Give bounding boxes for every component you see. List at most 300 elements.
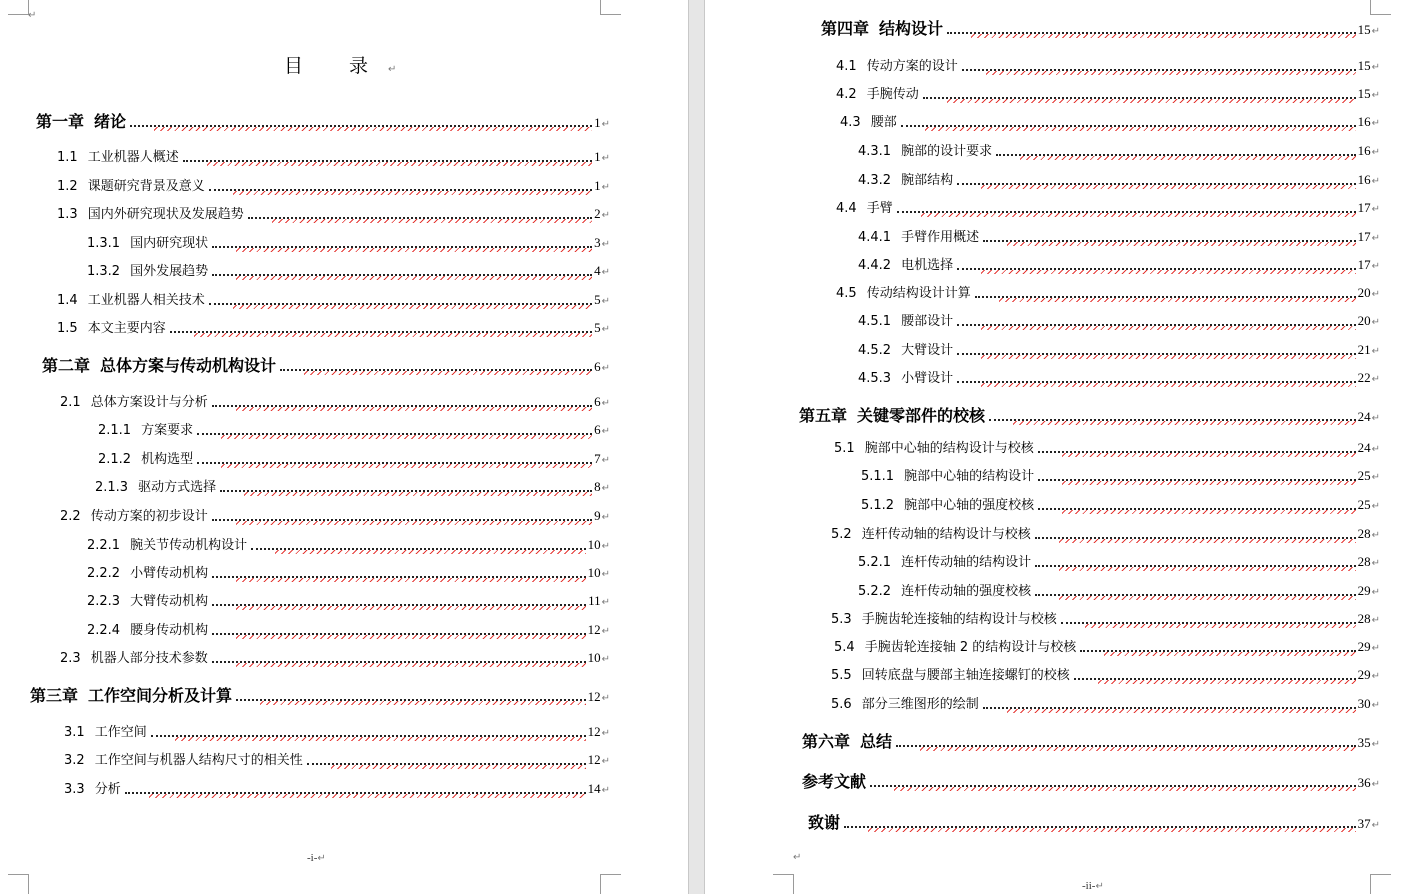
toc-page-number: 1 — [594, 178, 601, 193]
toc-entry-title: 连杆传动轴的结构设计 — [901, 555, 1032, 570]
toc-entry-number: 第四章 — [821, 19, 870, 38]
toc-dot-leader — [957, 343, 1356, 355]
paragraph-mark-icon: ↵ — [1371, 671, 1380, 682]
toc-entry-number: 2.2.3 — [87, 594, 121, 609]
toc-dot-leader — [983, 230, 1356, 242]
toc-entry[interactable] — [57, 318, 610, 338]
toc-entry[interactable] — [831, 665, 1380, 685]
paragraph-mark-icon: ↵ — [601, 426, 610, 437]
toc-entry-number: 3.2 — [64, 753, 85, 768]
toc-page-number: 10 — [587, 537, 601, 552]
toc-page-number: 6 — [594, 394, 601, 409]
toc-entry[interactable] — [87, 233, 610, 253]
toc-page-number: 10 — [587, 565, 601, 580]
toc-dot-leader — [1035, 584, 1356, 596]
toc-entry-title: 腕关节传动机构设计 — [130, 538, 248, 553]
toc-dot-leader — [197, 452, 592, 464]
toc-page-number: 8 — [594, 479, 601, 494]
toc-entry-title: 致谢 — [808, 813, 841, 832]
toc-page-number: 6 — [594, 359, 601, 374]
toc-page-number: 30 — [1357, 696, 1371, 711]
toc-page-number: 7 — [594, 451, 601, 466]
toc-entry-number: 4.1 — [836, 59, 857, 74]
paragraph-mark-icon: ↵ — [601, 182, 610, 193]
page-corner-mark — [8, 0, 29, 15]
toc-entry-number: 5.3 — [831, 612, 852, 627]
paragraph-mark-icon: ↵ — [1371, 289, 1380, 300]
toc-entry-number: 4.4.1 — [858, 230, 892, 245]
toc-entry[interactable] — [57, 290, 610, 310]
toc-entry-number: 1.5 — [57, 321, 78, 336]
toc-entry-title: 手腕齿轮连接轴的结构设计与校核 — [861, 612, 1057, 627]
toc-entry-title: 分析 — [94, 782, 121, 797]
toc-entry-title: 手臂作用概述 — [901, 230, 980, 245]
paragraph-mark-icon: ↵ — [1371, 90, 1380, 101]
paragraph-mark-icon: ↵ — [1371, 204, 1380, 215]
toc-dot-leader — [170, 321, 592, 333]
toc-entry[interactable] — [802, 730, 1380, 754]
toc-entry-number: 5.1 — [834, 441, 855, 456]
page-gap — [688, 0, 705, 894]
toc-dot-leader — [209, 179, 592, 191]
toc-entry[interactable] — [858, 552, 1380, 572]
toc-dot-leader — [1038, 469, 1356, 481]
toc-entry-title: 工业机器人相关技术 — [87, 293, 205, 308]
toc-page-number: 12 — [587, 689, 601, 704]
toc-page-number: 5 — [594, 292, 601, 307]
toc-dot-leader — [1061, 612, 1356, 624]
page-number-footer — [307, 852, 326, 864]
toc-page-number: 1 — [594, 115, 601, 130]
toc-entry-title: 大臂设计 — [901, 343, 954, 358]
toc-entry[interactable] — [858, 255, 1380, 275]
toc-entry-number: 2.2.2 — [87, 566, 121, 581]
toc-dot-leader — [870, 775, 1356, 787]
toc-entry-number: 2.1.2 — [98, 452, 132, 467]
paragraph-mark-icon: ↵ — [601, 483, 610, 494]
toc-entry-title: 总体方案与传动机构设计 — [100, 356, 277, 375]
paragraph-mark-icon: ↵ — [1371, 118, 1380, 129]
toc-entry[interactable] — [861, 495, 1380, 515]
toc-entry-number: 5.2 — [831, 527, 852, 542]
toc-entry-title: 小臂传动机构 — [130, 566, 209, 581]
toc-entry-number: 4.4.2 — [858, 258, 892, 273]
paragraph-mark-icon: ↵ — [1371, 587, 1380, 598]
toc-entry-number: 2.1.1 — [98, 423, 132, 438]
toc-entry[interactable] — [87, 563, 610, 583]
paragraph-mark-icon: ↵ — [601, 569, 610, 580]
paragraph-mark-icon: ↵ — [1371, 779, 1380, 790]
toc-entry-number: 5.1.1 — [861, 469, 895, 484]
toc-dot-leader — [130, 115, 592, 127]
paragraph-mark-icon: ↵ — [601, 654, 610, 665]
paragraph-mark-icon: ↵ — [793, 852, 802, 863]
toc-entry[interactable] — [821, 17, 1380, 41]
toc-entry[interactable] — [836, 84, 1380, 104]
toc-page-number: 10 — [587, 650, 601, 665]
paragraph-mark-icon: ↵ — [601, 756, 610, 767]
toc-dot-leader — [125, 782, 586, 794]
toc-entry-number: 1.3 — [57, 207, 78, 222]
paragraph-mark-icon: ↵ — [601, 597, 610, 608]
toc-entry[interactable] — [858, 340, 1380, 360]
toc-entry[interactable] — [95, 477, 610, 497]
toc-dot-leader — [957, 258, 1356, 270]
toc-entry-title: 电机选择 — [901, 258, 954, 273]
toc-dot-leader — [901, 115, 1356, 127]
toc-entry-title: 工作空间 — [94, 725, 147, 740]
toc-page-number: 24 — [1357, 440, 1371, 455]
toc-entry-number: 4.5.1 — [858, 314, 892, 329]
toc-entry-title: 工业机器人概述 — [87, 150, 179, 165]
toc-page-number: 5 — [594, 320, 601, 335]
toc-page-number: 17 — [1357, 257, 1371, 272]
paragraph-mark-icon: ↵ — [1371, 444, 1380, 455]
paragraph-mark-icon: ↵ — [1371, 530, 1380, 541]
paragraph-mark-icon: ↵ — [601, 398, 610, 409]
toc-entry-title: 课题研究背景及意义 — [87, 179, 205, 194]
toc-entry-number: 1.3.2 — [87, 264, 121, 279]
toc-dot-leader — [197, 423, 592, 435]
paragraph-mark-icon: ↵ — [601, 267, 610, 278]
toc-page-number: 2 — [594, 206, 601, 221]
toc-entry[interactable] — [836, 198, 1380, 218]
paragraph-mark-icon: ↵ — [1371, 26, 1380, 37]
toc-entry[interactable] — [42, 354, 610, 378]
paragraph-mark-icon: ↵ — [601, 728, 610, 739]
toc-dot-leader — [212, 509, 592, 521]
toc-entry-number: 5.2.2 — [858, 584, 892, 599]
toc-dot-leader — [212, 395, 592, 407]
paragraph-mark-icon: ↵ — [1371, 501, 1380, 512]
toc-page-number: 16 — [1357, 143, 1371, 158]
toc-entry-number: 2.3 — [60, 651, 81, 666]
toc-entry-number: 4.5.2 — [858, 343, 892, 358]
toc-page-number: 21 — [1357, 342, 1371, 357]
document-page-1[interactable] — [0, 0, 688, 894]
toc-page-number: 24 — [1357, 409, 1371, 424]
toc-entry[interactable] — [858, 141, 1380, 161]
toc-entry-title: 结构设计 — [879, 19, 944, 38]
toc-dot-leader — [307, 753, 586, 765]
page-number: -ii- — [1082, 880, 1096, 892]
paragraph-mark-icon: ↵ — [1371, 147, 1380, 158]
paragraph-mark-icon: ↵ — [1371, 413, 1380, 424]
toc-entry-number: 2.2.1 — [87, 538, 121, 553]
toc-entry-title: 国外发展趋势 — [130, 264, 209, 279]
toc-page-number: 12 — [587, 752, 601, 767]
toc-dot-leader — [212, 651, 586, 663]
toc-entry[interactable] — [98, 420, 610, 440]
toc-dot-leader — [151, 725, 586, 737]
toc-page-number: 3 — [594, 235, 601, 250]
toc-entry-title: 参考文献 — [802, 772, 867, 791]
toc-entry-number: 4.5.3 — [858, 371, 892, 386]
toc-entry[interactable] — [87, 591, 610, 611]
toc-entry-title: 国内外研究现状及发展趋势 — [87, 207, 244, 222]
page-corner-mark — [8, 874, 29, 894]
paragraph-mark-icon: ↵ — [601, 626, 610, 637]
toc-entry-number: 3.1 — [64, 725, 85, 740]
toc-entry[interactable] — [861, 466, 1380, 486]
toc-entry-title: 腰身传动机构 — [130, 623, 209, 638]
paragraph-mark-icon: ↵ — [1095, 881, 1104, 892]
toc-entry-title: 腕部中心轴的强度校核 — [904, 498, 1035, 513]
toc-entry[interactable] — [858, 311, 1380, 331]
toc-entry[interactable] — [60, 506, 610, 526]
toc-entry-title: 腕部结构 — [901, 173, 954, 188]
paragraph-mark-icon: ↵ — [1371, 176, 1380, 187]
toc-dot-leader — [983, 697, 1356, 709]
toc-entry-number: 2.1 — [60, 395, 81, 410]
paragraph-mark-icon: ↵ — [1371, 346, 1380, 357]
toc-page-number: 17 — [1357, 200, 1371, 215]
page-corner-mark — [773, 0, 793, 14]
toc-entry-title: 本文主要内容 — [87, 321, 166, 336]
toc-entry-title: 传动方案的设计 — [866, 59, 958, 74]
toc-page-number: 25 — [1357, 497, 1371, 512]
paragraph-mark-icon: ↵ — [601, 153, 610, 164]
paragraph-mark-icon: ↵ — [601, 119, 610, 130]
toc-entry-title: 腕部中心轴的结构设计与校核 — [864, 441, 1034, 456]
toc-entry-number: 5.5 — [831, 668, 852, 683]
paragraph-mark-icon: ↵ — [28, 10, 37, 21]
toc-entry-number: 3.3 — [64, 782, 85, 797]
toc-page-number: 12 — [587, 622, 601, 637]
toc-page-number: 25 — [1357, 468, 1371, 483]
toc-entry-number: 1.2 — [57, 179, 78, 194]
toc-dot-leader — [251, 538, 586, 550]
toc-entry[interactable] — [87, 535, 610, 555]
toc-entry-title: 机器人部分技术参数 — [90, 651, 208, 666]
toc-entry-number: 4.2 — [836, 87, 857, 102]
toc-entry[interactable] — [831, 694, 1380, 714]
toc-dot-leader — [212, 566, 586, 578]
toc-dot-leader — [989, 409, 1356, 421]
page-number: -i- — [307, 852, 318, 864]
toc-dot-leader — [897, 201, 1356, 213]
toc-dot-leader — [957, 173, 1356, 185]
toc-entry-number: 第二章 — [42, 356, 91, 375]
toc-page-number: 29 — [1357, 667, 1371, 682]
toc-page-number: 28 — [1357, 611, 1371, 626]
toc-entry[interactable] — [799, 404, 1380, 428]
toc-dot-leader — [957, 314, 1356, 326]
paragraph-mark-icon: ↵ — [1371, 820, 1380, 831]
toc-entry[interactable] — [836, 283, 1380, 303]
toc-page-number: 28 — [1357, 526, 1371, 541]
paragraph-mark-icon: ↵ — [601, 296, 610, 307]
toc-entry-title: 腰部设计 — [901, 314, 954, 329]
toc-entry-title: 总体方案设计与分析 — [90, 395, 208, 410]
toc-dot-leader — [212, 623, 586, 635]
toc-dot-leader — [1080, 640, 1355, 652]
toc-entry-number: 2.2 — [60, 509, 81, 524]
toc-page-number: 29 — [1357, 583, 1371, 598]
paragraph-mark-icon: ↵ — [317, 853, 326, 864]
toc-entry[interactable] — [60, 648, 610, 668]
paragraph-mark-icon: ↵ — [1371, 374, 1380, 385]
toc-page-number: 22 — [1357, 370, 1371, 385]
toc-dot-leader — [220, 480, 592, 492]
toc-dot-leader — [896, 735, 1356, 747]
toc-entry-title: 腰部 — [870, 115, 897, 130]
toc-dot-leader — [844, 816, 1356, 828]
toc-entry-title: 工作空间分析及计算 — [88, 686, 233, 705]
toc-entry-number: 4.3.2 — [858, 173, 892, 188]
toc-dot-leader — [212, 236, 592, 248]
toc-entry[interactable] — [834, 637, 1380, 657]
paragraph-mark-icon: ↵ — [1371, 472, 1380, 483]
toc-entry-number: 2.1.3 — [95, 480, 129, 495]
toc-entry-title: 传动结构设计计算 — [866, 286, 971, 301]
toc-entry[interactable] — [87, 620, 610, 640]
toc-page-number: 16 — [1357, 172, 1371, 187]
toc-entry-title: 连杆传动轴的强度校核 — [901, 584, 1032, 599]
toc-entry-number: 5.4 — [834, 640, 855, 655]
toc-entry[interactable] — [57, 147, 610, 167]
paragraph-mark-icon: ↵ — [601, 455, 610, 466]
toc-dot-leader — [209, 293, 592, 305]
toc-entry-number: 4.3 — [840, 115, 861, 130]
toc-entry[interactable] — [834, 438, 1380, 458]
toc-entry-title: 驱动方式选择 — [138, 480, 217, 495]
paragraph-mark-icon: ↵ — [1371, 233, 1380, 244]
toc-entry-title: 机构选型 — [141, 452, 194, 467]
toc-entry-number: 5.2.1 — [858, 555, 892, 570]
page-number-footer — [1082, 880, 1104, 892]
toc-entry-title: 手腕传动 — [866, 87, 919, 102]
toc-entry[interactable] — [57, 204, 610, 224]
toc-entry[interactable] — [858, 368, 1380, 388]
toc-entry[interactable] — [831, 524, 1380, 544]
toc-entry-title: 工作空间与机器人结构尺寸的相关性 — [94, 753, 303, 768]
toc-dot-leader — [1035, 527, 1356, 539]
page-edge — [688, 0, 689, 894]
toc-dot-leader — [212, 264, 592, 276]
toc-entry-title: 总结 — [860, 732, 893, 751]
toc-entry[interactable] — [87, 261, 610, 281]
toc-entry-title: 关键零部件的校核 — [857, 406, 986, 425]
toc-entry-number: 5.1.2 — [861, 498, 895, 513]
paragraph-mark-icon: ↵ — [388, 64, 397, 75]
document-page-2[interactable] — [705, 0, 1409, 894]
toc-entry[interactable] — [30, 684, 610, 708]
toc-entry-number: 1.4 — [57, 293, 78, 308]
page-corner-mark — [1370, 0, 1391, 15]
page-corner-mark — [1370, 874, 1391, 894]
toc-dot-leader — [947, 22, 1356, 34]
toc-entry[interactable] — [64, 750, 610, 770]
toc-page-number: 14 — [587, 781, 601, 796]
toc-entry-number: 第六章 — [802, 732, 851, 751]
toc-page-number: 9 — [594, 508, 601, 523]
toc-page-number: 6 — [594, 422, 601, 437]
toc-page-number: 17 — [1357, 229, 1371, 244]
toc-entry-title: 国内研究现状 — [130, 236, 209, 251]
toc-entry-title: 回转底盘与腰部主轴连接螺钉的校核 — [861, 668, 1070, 683]
toc-dot-leader — [957, 371, 1356, 383]
paragraph-mark-icon: ↵ — [601, 210, 610, 221]
toc-dot-leader — [1038, 498, 1356, 510]
toc-entry[interactable] — [64, 722, 610, 742]
toc-entry[interactable] — [858, 170, 1380, 190]
toc-dot-leader — [975, 286, 1356, 298]
toc-page-number: 15 — [1357, 86, 1371, 101]
toc-entry[interactable] — [98, 449, 610, 469]
paragraph-mark-icon: ↵ — [1371, 615, 1380, 626]
toc-dot-leader — [1038, 441, 1356, 453]
paragraph-mark-icon: ↵ — [601, 693, 610, 704]
toc-page-number: 15 — [1357, 58, 1371, 73]
toc-entry-title: 手腕齿轮连接轴 2 的结构设计与校核 — [864, 640, 1077, 655]
toc-entry[interactable] — [858, 227, 1380, 247]
toc-entry-number: 第五章 — [799, 406, 848, 425]
toc-page-number: 16 — [1357, 114, 1371, 129]
toc-entry-title: 连杆传动轴的结构设计与校核 — [861, 527, 1031, 542]
toc-entry[interactable] — [64, 779, 610, 799]
toc-entry-number: 1.3.1 — [87, 236, 121, 251]
toc-dot-leader — [923, 87, 1356, 99]
toc-entry-title: 传动方案的初步设计 — [90, 509, 208, 524]
toc-entry-number: 第三章 — [30, 686, 79, 705]
toc-page-number: 37 — [1357, 816, 1371, 831]
toc-entry[interactable] — [802, 770, 1380, 794]
toc-entry[interactable] — [836, 56, 1380, 76]
toc-heading-text: 目 录 — [284, 55, 389, 77]
toc-entry[interactable] — [831, 609, 1380, 629]
toc-entry-title: 绪论 — [94, 112, 127, 131]
paragraph-mark-icon: ↵ — [601, 541, 610, 552]
toc-page-number: 35 — [1357, 735, 1371, 750]
toc-entry-number: 4.5 — [836, 286, 857, 301]
toc-entry-title: 腕部中心轴的结构设计 — [904, 469, 1035, 484]
toc-dot-leader — [996, 144, 1356, 156]
toc-page-number: 1 — [594, 149, 601, 164]
toc-page-number: 12 — [587, 724, 601, 739]
toc-entry[interactable] — [60, 392, 610, 412]
paragraph-mark-icon: ↵ — [1371, 700, 1380, 711]
toc-page-number: 20 — [1357, 285, 1371, 300]
toc-entry-title: 方案要求 — [141, 423, 194, 438]
toc-dot-leader — [280, 359, 592, 371]
paragraph-mark-icon: ↵ — [1371, 643, 1380, 654]
toc-page-number: 15 — [1357, 22, 1371, 37]
toc-dot-leader — [1074, 668, 1356, 680]
toc-entry[interactable] — [808, 811, 1380, 835]
paragraph-mark-icon: ↵ — [1371, 558, 1380, 569]
toc-entry-title: 部分三维图形的绘制 — [861, 697, 979, 712]
paragraph-mark-icon: ↵ — [601, 785, 610, 796]
toc-entry[interactable] — [57, 176, 610, 196]
toc-entry[interactable] — [840, 112, 1380, 132]
toc-page-number: 4 — [594, 263, 601, 278]
toc-entry-number: 1.1 — [57, 150, 78, 165]
toc-page-number: 36 — [1357, 775, 1371, 790]
toc-dot-leader — [962, 59, 1356, 71]
toc-page-number: 11 — [588, 593, 601, 608]
toc-entry[interactable] — [858, 581, 1380, 601]
paragraph-mark-icon: ↵ — [1371, 739, 1380, 750]
paragraph-mark-icon: ↵ — [1371, 62, 1380, 73]
toc-entry[interactable] — [36, 110, 610, 134]
paragraph-mark-icon: ↵ — [601, 512, 610, 523]
toc-entry-number: 2.2.4 — [87, 623, 121, 638]
toc-entry-number: 4.3.1 — [858, 144, 892, 159]
toc-dot-leader — [212, 594, 586, 606]
paragraph-mark-icon: ↵ — [601, 324, 610, 335]
paragraph-mark-icon: ↵ — [601, 239, 610, 250]
